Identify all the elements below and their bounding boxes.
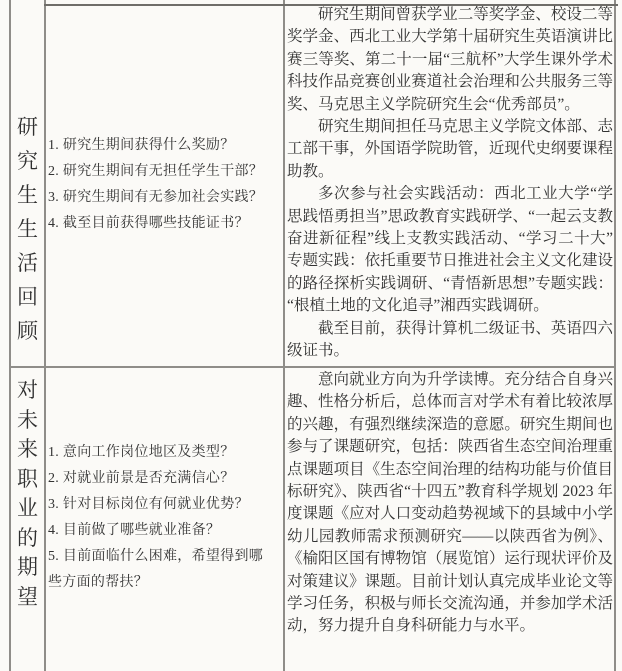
answer-paragraph: 意向就业方向为升学读博。充分结合自身兴趣、性格分析后，总体而言对学术有着比较浓厚的兴趣，有强烈继续深造的意愿。研究生期间也参与了课题研究，包括：陕西省生态空间治理重点课题项目《生态空间治理的结构功能与价值目标研究》、陕西省“十四五”教育科学规划 2023 年度课题《应对人口变动趋势视域下的县域中小学幼儿园教师需求预测研究——以陕西省为例》、《榆阳区国有博物馆（展览馆）运行现状评价及对策建议》课题。目前计划认真完成毕业论文等学习任务，积极与师长交流沟通，并参加学术活动，努力提升自身科研能力与水平。 [287, 371, 613, 635]
table-border-right [614, 0, 616, 671]
answer-paragraph: 多次参与社会实践活动：西北工业大学“学思践悟勇担当”思政教育实践研学、“一起云支教奋进新征程”线上支教实践活动、“学习二十大”专题实践：依托重要节日推进社会主义文化建设的路径探析实践调研、“青悟新思想”专题实践：“根植土地的文化追寻”湘西实践调研。 [287, 185, 613, 315]
section-label-career-expectation: 对未来职业的期望 [17, 378, 38, 609]
answer-paragraph: 截至目前，获得计算机二级证书、英语四六级证书。 [287, 319, 613, 360]
question-item: 3. 针对目标岗位有何就业优势？ [48, 497, 249, 512]
question-list-graduate-life [48, 6, 280, 364]
answer-text-career-expectation [287, 369, 613, 669]
question-item: 2. 对就业前景是否充满信心？ [48, 471, 235, 486]
section-cell-career-expectation [11, 368, 44, 671]
answer-paragraph: 研究生期间担任马克思主义学院文体部、志工部干事，外国语学院助管，近现代史纲要课程助教。 [287, 118, 613, 180]
table-divider-section-column [44, 0, 46, 671]
question-item: 2. 研究生期间有无担任学生干部？ [48, 164, 264, 179]
question-item: 5. 目前面临什么困难，希望得到哪些方面的帮扶？ [48, 549, 264, 590]
question-item: 4. 目前做了哪些就业准备？ [48, 523, 221, 538]
table-divider-answer-column [283, 0, 285, 671]
answer-text-graduate-life [287, 4, 613, 364]
question-list-career-expectation [48, 368, 280, 668]
section-label-graduate-life: 研究生生活回顾 [17, 115, 38, 343]
question-item: 1. 研究生期间获得什么奖励？ [48, 138, 235, 153]
question-item: 4. 截至目前获得哪些技能证书？ [48, 216, 249, 231]
question-item: 1. 意向工作岗位地区及类型？ [48, 445, 235, 460]
section-cell-graduate-life [11, 6, 44, 366]
answer-paragraph: 研究生期间曾获学业二等奖学金、校设二等奖学金、西北工业大学第十届研究生英语演讲比赛三等奖、第二十一届“三航杯”大学生课外学术科技作品竞赛创业赛道社会治理和公共服务三等奖、马克思主义学院研究生会“优秀部员”。 [287, 6, 613, 113]
question-item: 3. 研究生期间有无参加社会实践？ [48, 190, 264, 205]
